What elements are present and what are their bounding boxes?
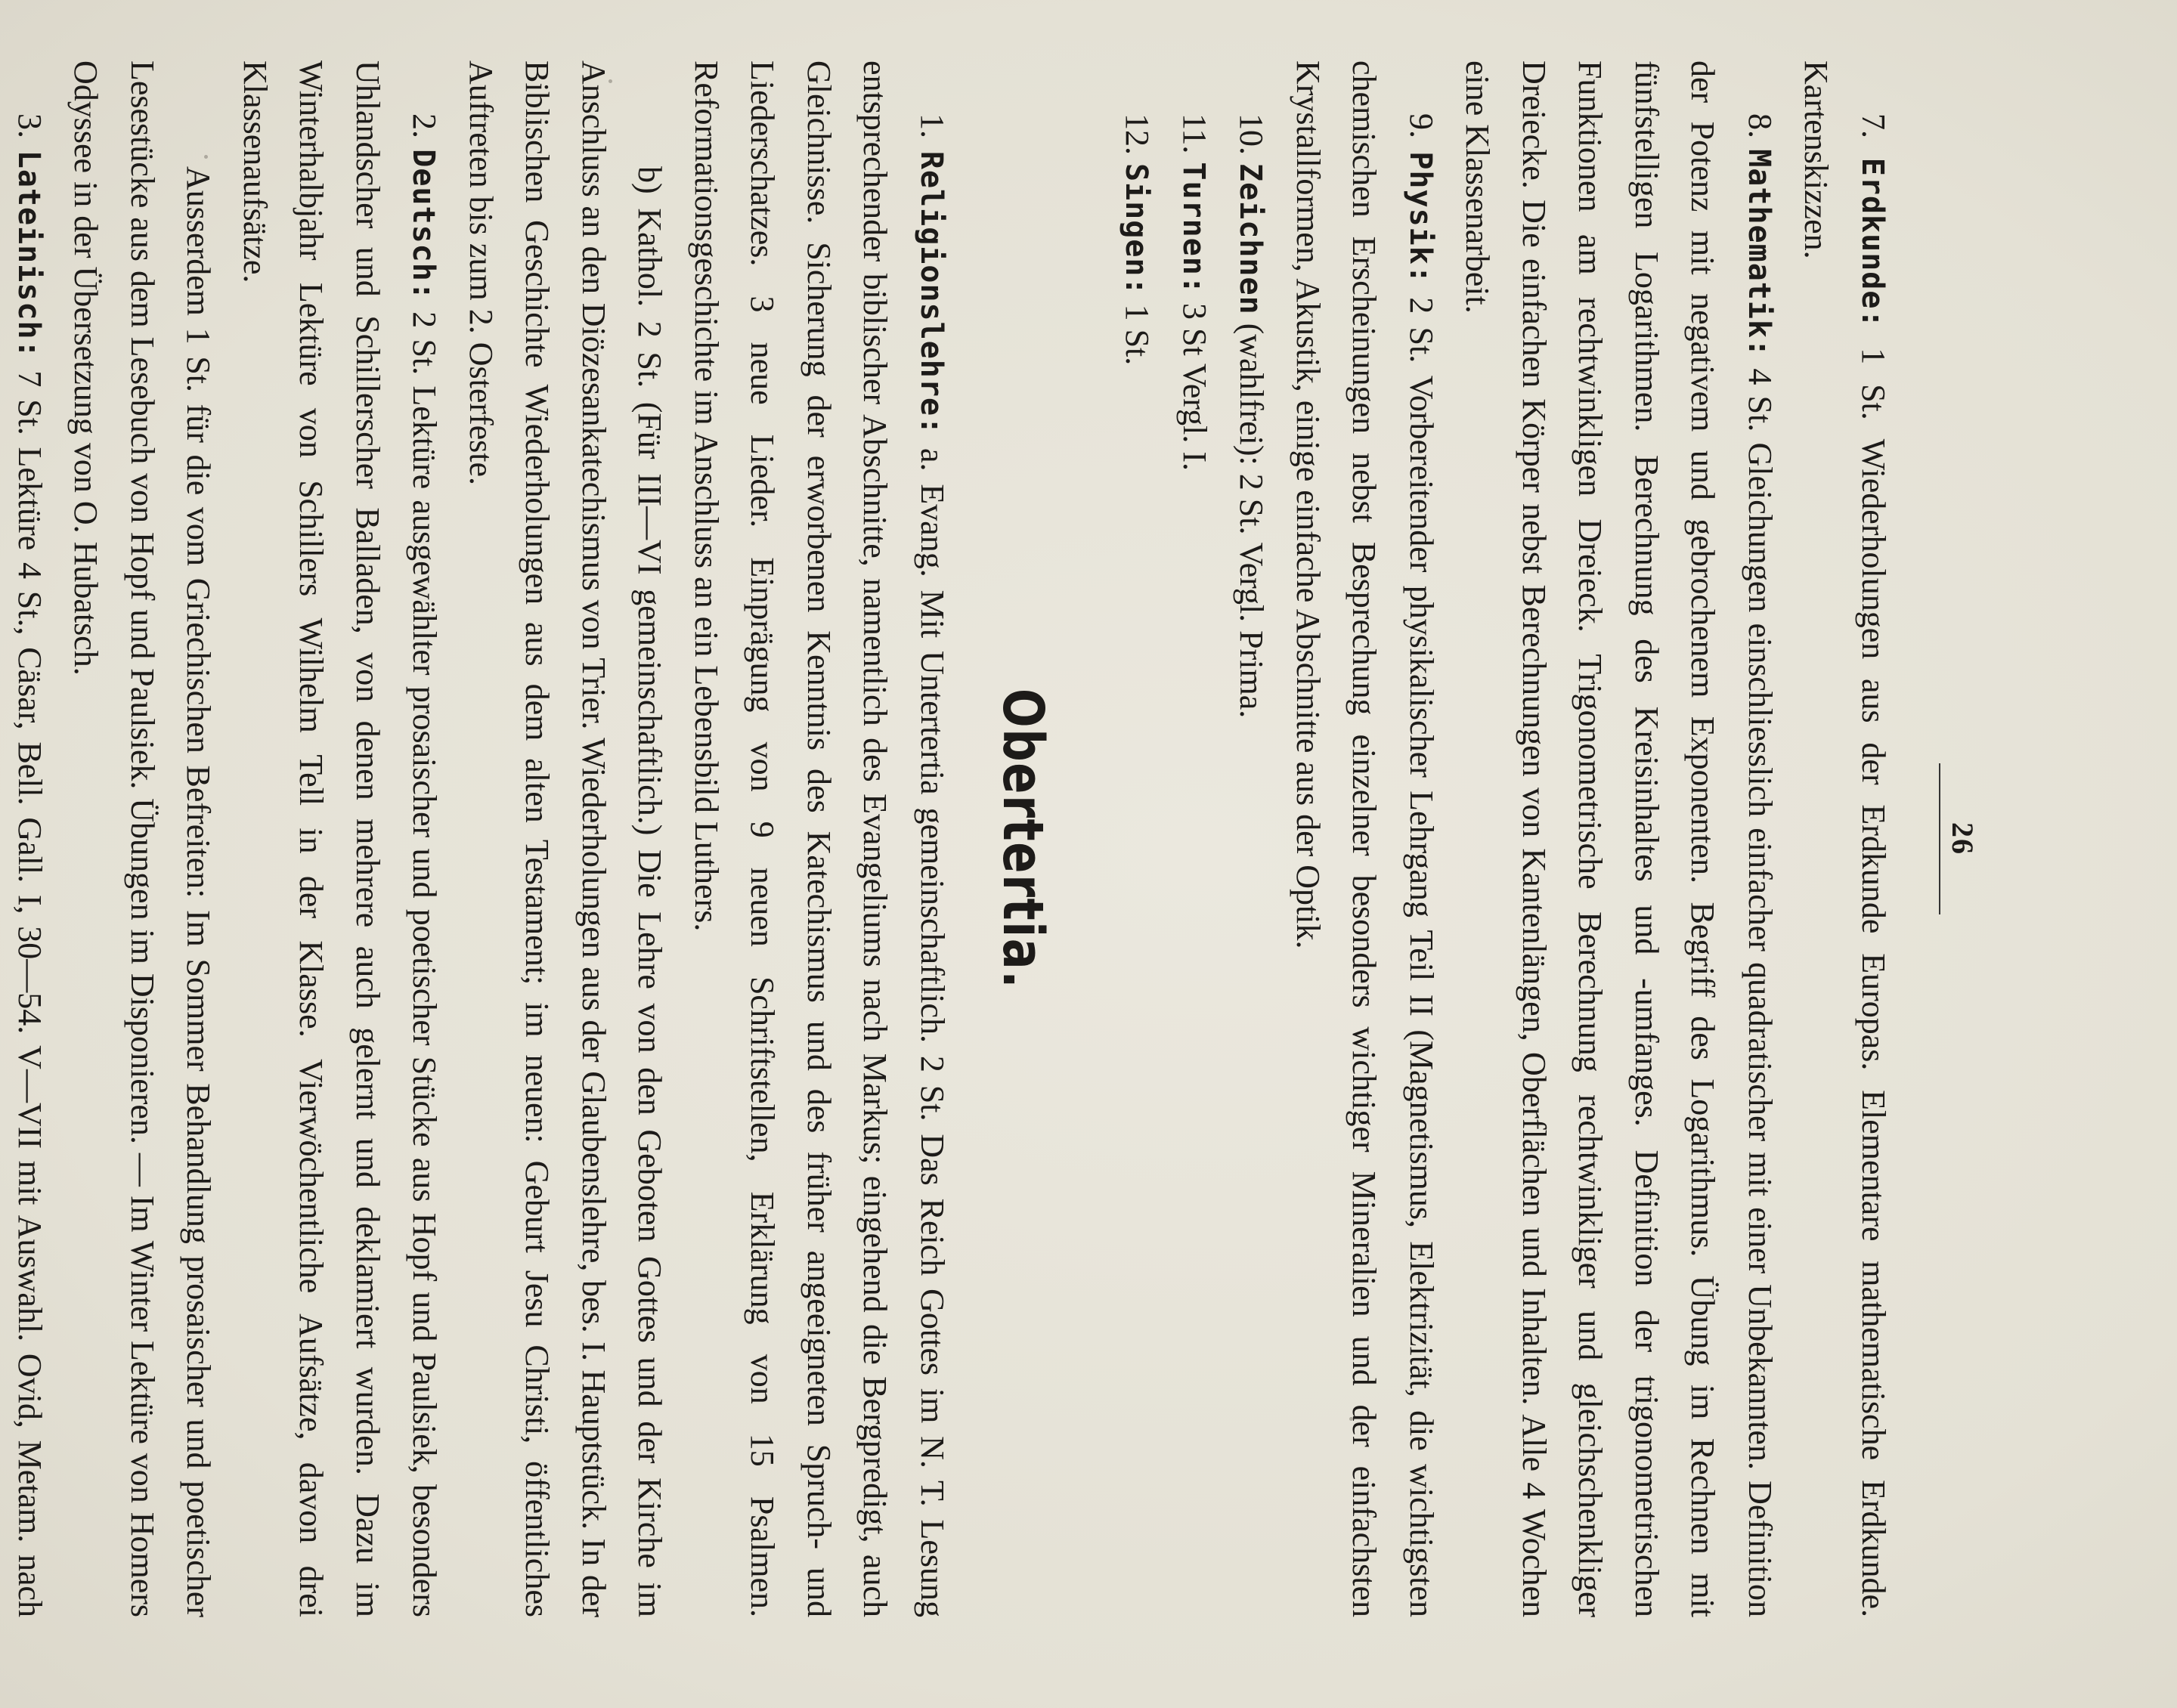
- item-lateinisch: [0, 60, 57, 1617]
- item-deutsch: [227, 60, 453, 1617]
- item-physik: [1280, 60, 1450, 1617]
- item-number: 10.: [1233, 113, 1271, 155]
- section-heading: Obertertia.: [990, 688, 1055, 990]
- item-number: 12.: [1119, 113, 1157, 155]
- item-zeichnen: [1222, 60, 1280, 1617]
- item-turnen: [1166, 60, 1223, 1617]
- subject-label: Religionslehre:: [914, 150, 949, 436]
- item-mathematik: [1449, 60, 1788, 1617]
- item-text: 4 St. Gleichungen einschliesslich einfacher quadratischer mit einer Unbekannten. Definition der Potenz mit negativem und gebrochenem Exponenten. Begriff des Logarithmus. Übung im Rechnen mit fünfstelligen Logarithmen. Berechnung des Kreisinhaltes und -umfanges. Definition der trigonometrischen Funktionen am rechtwinkligen Dreieck. Trigonometrische Berechnung rechtwinkliger und gleichschenkliger Dreiecke. Die einfachen Körper nebst Berechnungen von Kantenlängen, Oberflächen und Inhalten. Alle 4 Wochen eine Klassenarbeit.: [1459, 60, 1779, 1618]
- subject-label: Erdkunde:: [1855, 157, 1890, 329]
- item-deutsch-extra: Ausserdem 1 St. für die vom Griechischen Befreiten: Im Sommer Behandlung prosaischer und poetischer Lesestücke aus dem Lesebuch von Hopf und Paulsiek. Übungen im Disponieren. — Im Winter Lektüre von Homers Odyssee in der Übersetzung von O. Hubatsch.: [67, 60, 218, 1617]
- item-text: 2 St. Lektüre ausgewählter prosaischer und poetischer Stücke aus Hopf und Paulsiek, besonders Uhlandscher und Schillerscher Balladen, von denen mehrere auch gelernt und deklamiert wurden. Dazu im Winterhalbjahr Lektüre von Schillers Wilhelm Tell in der Klasse. Vierwöchentliche Aufsätze, davon drei Klassenaufsätze.: [237, 60, 444, 1617]
- page-content: [11, 60, 1980, 1618]
- item-text: (wahlfrei): 2 St. Vergl. Prima.: [1233, 314, 1271, 719]
- subject-label: Lateinisch:: [11, 150, 46, 359]
- item-number: 7.: [1855, 113, 1892, 138]
- item-kathol: b) Kathol. 2 St. (Für III—VI gemeinschaftlich.) Die Lehre von den Geboten Gottes und der Kirche im Anschluss an den Diözesankatechismus von Trier. Wiederholungen aus der Glaubenslehre, bes. I. Hauptstück. In der Biblischen Geschichte Wiederholungen aus dem alten Testament; im neuen: Geburt Jesu Christi, öffentliches Auftreten bis zum 2. Osterfeste.: [463, 60, 669, 1617]
- subject-label: Singen:: [1119, 163, 1154, 296]
- item-number: 1.: [914, 113, 951, 138]
- item-text: 1 St. Wiederholungen aus der Erdkunde Europas. Elementare mathematische Erdkunde. Kartenskizzen.: [1798, 60, 1892, 1618]
- item-number: 2.: [406, 113, 444, 138]
- item-number: 8.: [1742, 113, 1779, 138]
- header-rule: [1939, 763, 1940, 914]
- item-erdkunde: [1788, 60, 1901, 1617]
- item-text: 3 St Vergl. I.: [1176, 294, 1213, 472]
- item-text: 1 St.: [1119, 295, 1157, 366]
- page-number: 26: [1946, 822, 1980, 856]
- subject-label: Turnen:: [1176, 162, 1211, 295]
- subject-label: Deutsch:: [406, 149, 441, 301]
- subject-label: Mathematik:: [1742, 149, 1776, 358]
- item-text: 2 St. Vorbereitender physikalischer Lehrgang Teil II (Magnetismus, Elektrizität, die wichtigsten chemischen Erscheinungen nebst Besprechung einzelner besonders wichtiger Mineralien und der einfachsten Krystallformen, Akustik, einige einfache Abschnitte aus der Optik.: [1290, 60, 1440, 1618]
- item-singen: [1108, 60, 1166, 1617]
- item-number: 9.: [1403, 113, 1440, 138]
- item-text: 7 St. Lektüre 4 St., Cäsar, Bell. Gall. I, 30—54. V—VII mit Auswahl. Ovid, Metam. nach: [11, 370, 48, 1618]
- subject-label: Physik:: [1403, 151, 1438, 284]
- item-number: 3.: [11, 113, 48, 138]
- subject-label: Zeichnen: [1233, 163, 1268, 315]
- item-text: a. Evang. Mit Untertertia gemeinschaftlich. 2 St. Das Reich Gottes im N. T. Lesung entsprechender biblischer Abschnitte, namentlich des Evangeliums nach Markus; eingehend die Bergpredigt, auch Gleichnisse. Sicherung der erworbenen Kenntnis des Katechismus und des früher angeeigneten Spruch- und Liederschatzes. 3 neue Lieder. Einprägung von 9 neuen Schriftstellen, Erklärung von 15 Psalmen. Reformationsgeschichte im Anschluss an ein Lebensbild Luthers.: [688, 60, 951, 1618]
- item-religionslehre: [678, 60, 961, 1617]
- item-number: 11.: [1176, 113, 1213, 154]
